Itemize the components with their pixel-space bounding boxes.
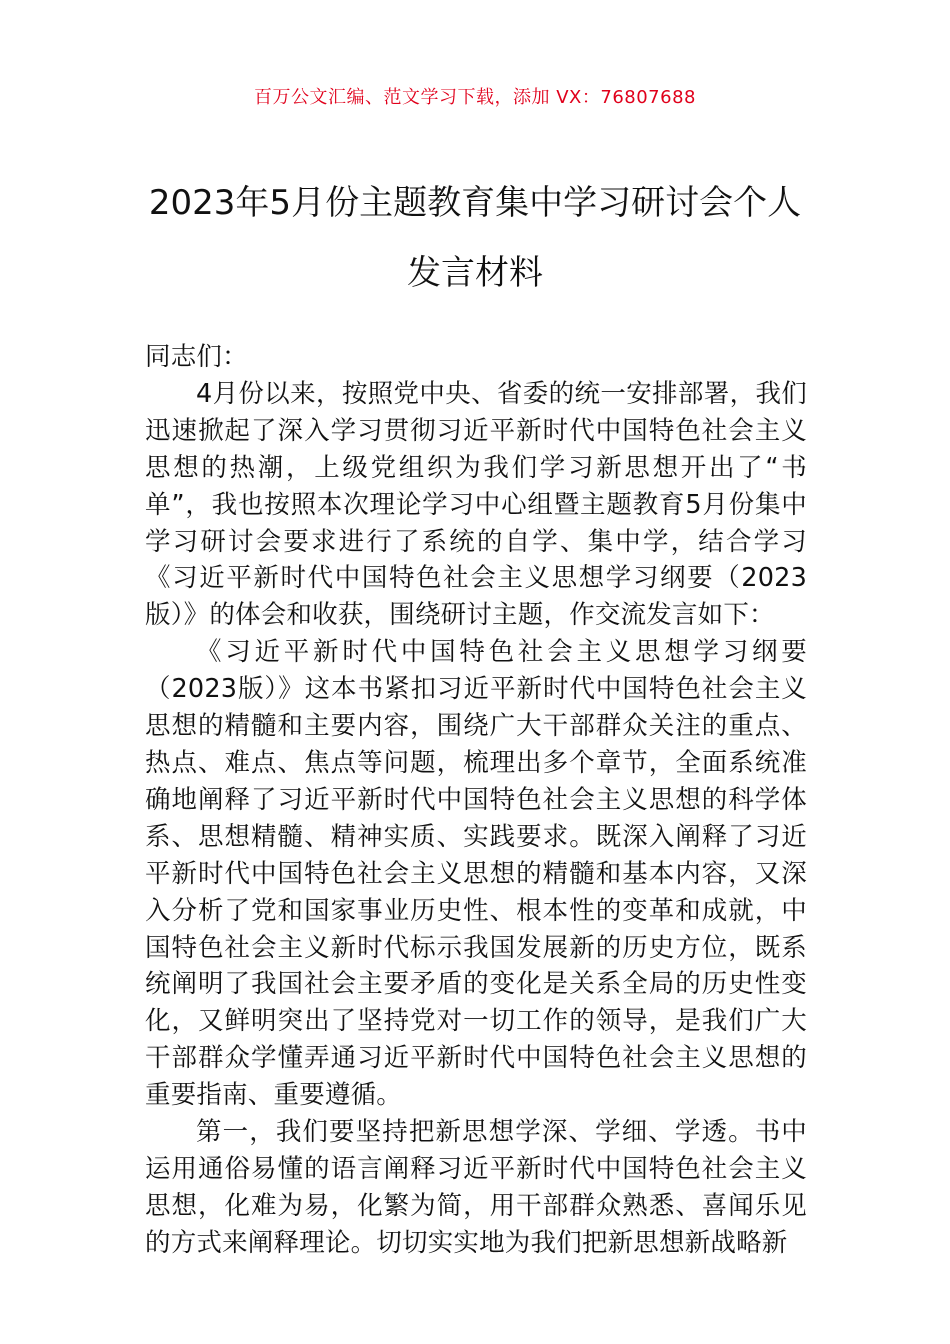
header-promo-note: 百万公文汇编、范文学习下载，添加 VX：76807688	[254, 87, 696, 108]
document-body	[145, 339, 807, 1262]
body-paragraph: 《习近平新时代中国特色社会主义思想学习纲要（2023版）》这本书紧扣习近平新时代中国特色社会主义思想的精髓和主要内容，围绕广大干部群众关注的重点、热点、难点、焦点等问题，梳理出多个章节，全面系统准确地阐释了习近平新时代中国特色社会主义思想的科学体系、思想精髓、精神实质、实践要求。既深入阐释了习近平新时代中国特色社会主义思想的精髓和基本内容，又深入分析了党和国家事业历史性、根本性的变革和成就，中国特色社会主义新时代标示我国发展新的历史方位，既系统阐明了我国社会主要矛盾的变化是关系全局的历史性变化，又鲜明突出了坚持党对一切工作的领导，是我们广大干部群众学懂弄通习近平新时代中国特色社会主义思想的重要指南、重要遵循。	[145, 637, 807, 1111]
salutation: 同志们：	[145, 342, 248, 372]
body-paragraph: 4月份以来，按照党中央、省委的统一安排部署，我们迅速掀起了深入学习贯彻习近平新时代中国特色社会主义思想的热潮，上级党组织为我们学习新思想开出了“书单”，我也按照本次理论学习中心组暨主题教育5月份集中学习研讨会要求进行了系统的自学、集中学，结合学习《习近平新时代中国特色社会主义思想学习纲要（2023版）》的体会和收获，围绕研讨主题，作交流发言如下：	[145, 378, 807, 631]
document-title: 2023年5月份主题教育集中学习研讨会个人发言材料	[148, 183, 802, 293]
body-paragraph: 第一，我们要坚持把新思想学深、学细、学透。书中运用通俗易懂的语言阐释习近平新时代中国特色社会主义思想，化难为易，化繁为简，用干部群众熟悉、喜闻乐见的方式来阐释理论。切切实实地为我们把新思想新战略新	[145, 1117, 807, 1258]
